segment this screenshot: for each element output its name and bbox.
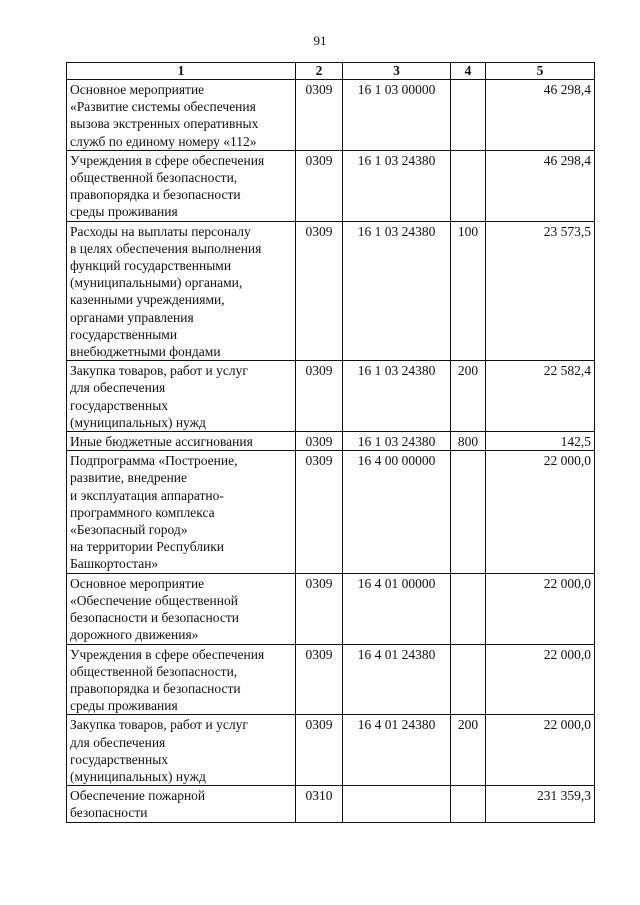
cell-name-line: Учреждения в сфере обеспечения xyxy=(70,152,265,168)
cell-name xyxy=(67,644,296,715)
cell-name-line: развитие, внедрение xyxy=(70,470,188,486)
cell-sum: 46 298,4 xyxy=(486,80,595,151)
cell-section: 0309 xyxy=(296,432,343,451)
cell-name-line: дорожного движения» xyxy=(70,627,199,643)
table-row xyxy=(67,80,595,151)
cell-sum: 22 000,0 xyxy=(486,715,595,786)
cell-vr xyxy=(451,150,486,221)
cell-name-line: служб по единому номеру «112» xyxy=(70,133,257,149)
cell-sum: 46 298,4 xyxy=(486,150,595,221)
cell-name-line: государственными xyxy=(70,326,178,342)
cell-csr: 16 4 01 24380 xyxy=(343,715,451,786)
cell-name-line: «Развитие системы обеспечения xyxy=(70,99,256,115)
cell-vr xyxy=(451,451,486,573)
cell-sum: 22 000,0 xyxy=(486,451,595,573)
cell-csr: 16 1 03 24380 xyxy=(343,432,451,451)
cell-vr xyxy=(451,644,486,715)
cell-name-line: «Обеспечение общественной xyxy=(70,592,238,608)
cell-name-line: государственных xyxy=(70,751,169,767)
cell-name-line: для обеспечения xyxy=(70,734,166,750)
cell-section: 0309 xyxy=(296,715,343,786)
cell-name xyxy=(67,715,296,786)
cell-name xyxy=(67,786,296,822)
cell-csr: 16 4 00 00000 xyxy=(343,451,451,573)
cell-vr: 200 xyxy=(451,361,486,432)
cell-vr: 100 xyxy=(451,221,486,361)
cell-name-line: правопорядка и безопасности xyxy=(70,187,241,203)
cell-name xyxy=(67,80,296,151)
cell-name xyxy=(67,573,296,644)
cell-name xyxy=(67,361,296,432)
cell-name-line: Расходы на выплаты персоналу xyxy=(70,223,251,239)
cell-name-line: государственных xyxy=(70,397,169,413)
cell-vr xyxy=(451,786,486,822)
cell-sum: 142,5 xyxy=(486,432,595,451)
cell-name-line: функций государственными xyxy=(70,258,232,274)
cell-name-line: Закупка товаров, работ и услуг xyxy=(70,363,248,379)
cell-name-line: Основное мероприятие xyxy=(70,575,205,591)
cell-section: 0309 xyxy=(296,573,343,644)
cell-name xyxy=(67,150,296,221)
table-row xyxy=(67,361,595,432)
table-row xyxy=(67,451,595,573)
cell-csr: 16 4 01 00000 xyxy=(343,573,451,644)
cell-name-line: (муниципальными) органами, xyxy=(70,275,243,291)
cell-csr: 16 1 03 24380 xyxy=(343,361,451,432)
table-row xyxy=(67,432,595,451)
header-row xyxy=(67,63,595,80)
cell-name-line: на территории Республики xyxy=(70,539,224,555)
cell-name-line: внебюджетными фондами xyxy=(70,344,221,360)
table-row xyxy=(67,150,595,221)
table-row xyxy=(67,644,595,715)
cell-csr: 16 1 03 24380 xyxy=(343,150,451,221)
cell-name-line: Основное мероприятие xyxy=(70,82,205,97)
cell-name xyxy=(67,432,296,451)
cell-section: 0309 xyxy=(296,361,343,432)
cell-vr: 200 xyxy=(451,715,486,786)
header-cell-csr: 3 xyxy=(343,63,451,80)
cell-sum: 231 359,3 xyxy=(486,786,595,822)
table-row xyxy=(67,221,595,361)
table-row xyxy=(67,715,595,786)
cell-name-line: общественной безопасности, xyxy=(70,170,238,186)
cell-name-line: в целях обеспечения выполнения xyxy=(70,240,262,256)
cell-sum: 22 000,0 xyxy=(486,644,595,715)
cell-name-line: безопасности xyxy=(70,805,148,821)
cell-name-line: казенными учреждениями, xyxy=(70,292,225,308)
cell-csr: 16 1 03 00000 xyxy=(343,80,451,151)
cell-name-line: безопасности и безопасности xyxy=(70,610,239,626)
cell-vr: 800 xyxy=(451,432,486,451)
header-cell-section: 2 xyxy=(296,63,343,80)
cell-name-line: Башкортостан» xyxy=(70,556,159,572)
cell-name-line: (муниципальных) нужд xyxy=(70,768,206,784)
cell-section: 0310 xyxy=(296,786,343,822)
cell-name-line: Закупка товаров, работ и услуг xyxy=(70,717,248,733)
cell-name xyxy=(67,451,296,573)
cell-vr xyxy=(451,80,486,151)
cell-name-line: для обеспечения xyxy=(70,380,166,396)
cell-section: 0309 xyxy=(296,644,343,715)
cell-name-line: и эксплуатация аппаратно- xyxy=(70,487,224,503)
cell-name-line: Обеспечение пожарной xyxy=(70,788,206,804)
cell-name-line: программного комплекса xyxy=(70,504,215,520)
cell-section: 0309 xyxy=(296,150,343,221)
cell-name-line: (муниципальных) нужд xyxy=(70,414,206,430)
cell-csr: 16 4 01 24380 xyxy=(343,644,451,715)
cell-name-line: правопорядка и безопасности xyxy=(70,680,241,696)
budget-table xyxy=(66,62,595,823)
cell-sum: 22 000,0 xyxy=(486,573,595,644)
cell-section: 0309 xyxy=(296,80,343,151)
table-row xyxy=(67,573,595,644)
header-cell-sum: 5 xyxy=(486,63,595,80)
cell-sum: 22 582,4 xyxy=(486,361,595,432)
page-number: 91 xyxy=(313,33,327,48)
cell-name-line: Учреждения в сфере обеспечения xyxy=(70,646,265,662)
header-cell-vr: 4 xyxy=(451,63,486,80)
cell-name-line: общественной безопасности, xyxy=(70,663,238,679)
cell-name-line: среды проживания xyxy=(70,698,178,714)
cell-name-line: вызова экстренных оперативных xyxy=(70,116,259,132)
table-row xyxy=(67,786,595,822)
cell-section: 0309 xyxy=(296,221,343,361)
cell-name-line: Иные бюджетные ассигнования xyxy=(70,434,253,450)
cell-section: 0309 xyxy=(296,451,343,573)
cell-name-line: среды проживания xyxy=(70,204,178,220)
cell-csr: 16 1 03 24380 xyxy=(343,221,451,361)
header-cell-name: 1 xyxy=(67,63,296,80)
cell-vr xyxy=(451,573,486,644)
cell-sum: 23 573,5 xyxy=(486,221,595,361)
cell-name xyxy=(67,221,296,361)
table-body xyxy=(67,80,595,823)
cell-name-line: «Безопасный город» xyxy=(70,522,188,538)
cell-name-line: органами управления xyxy=(70,309,194,325)
cell-name-line: Подпрограмма «Построение, xyxy=(70,453,238,469)
cell-csr xyxy=(343,786,451,822)
